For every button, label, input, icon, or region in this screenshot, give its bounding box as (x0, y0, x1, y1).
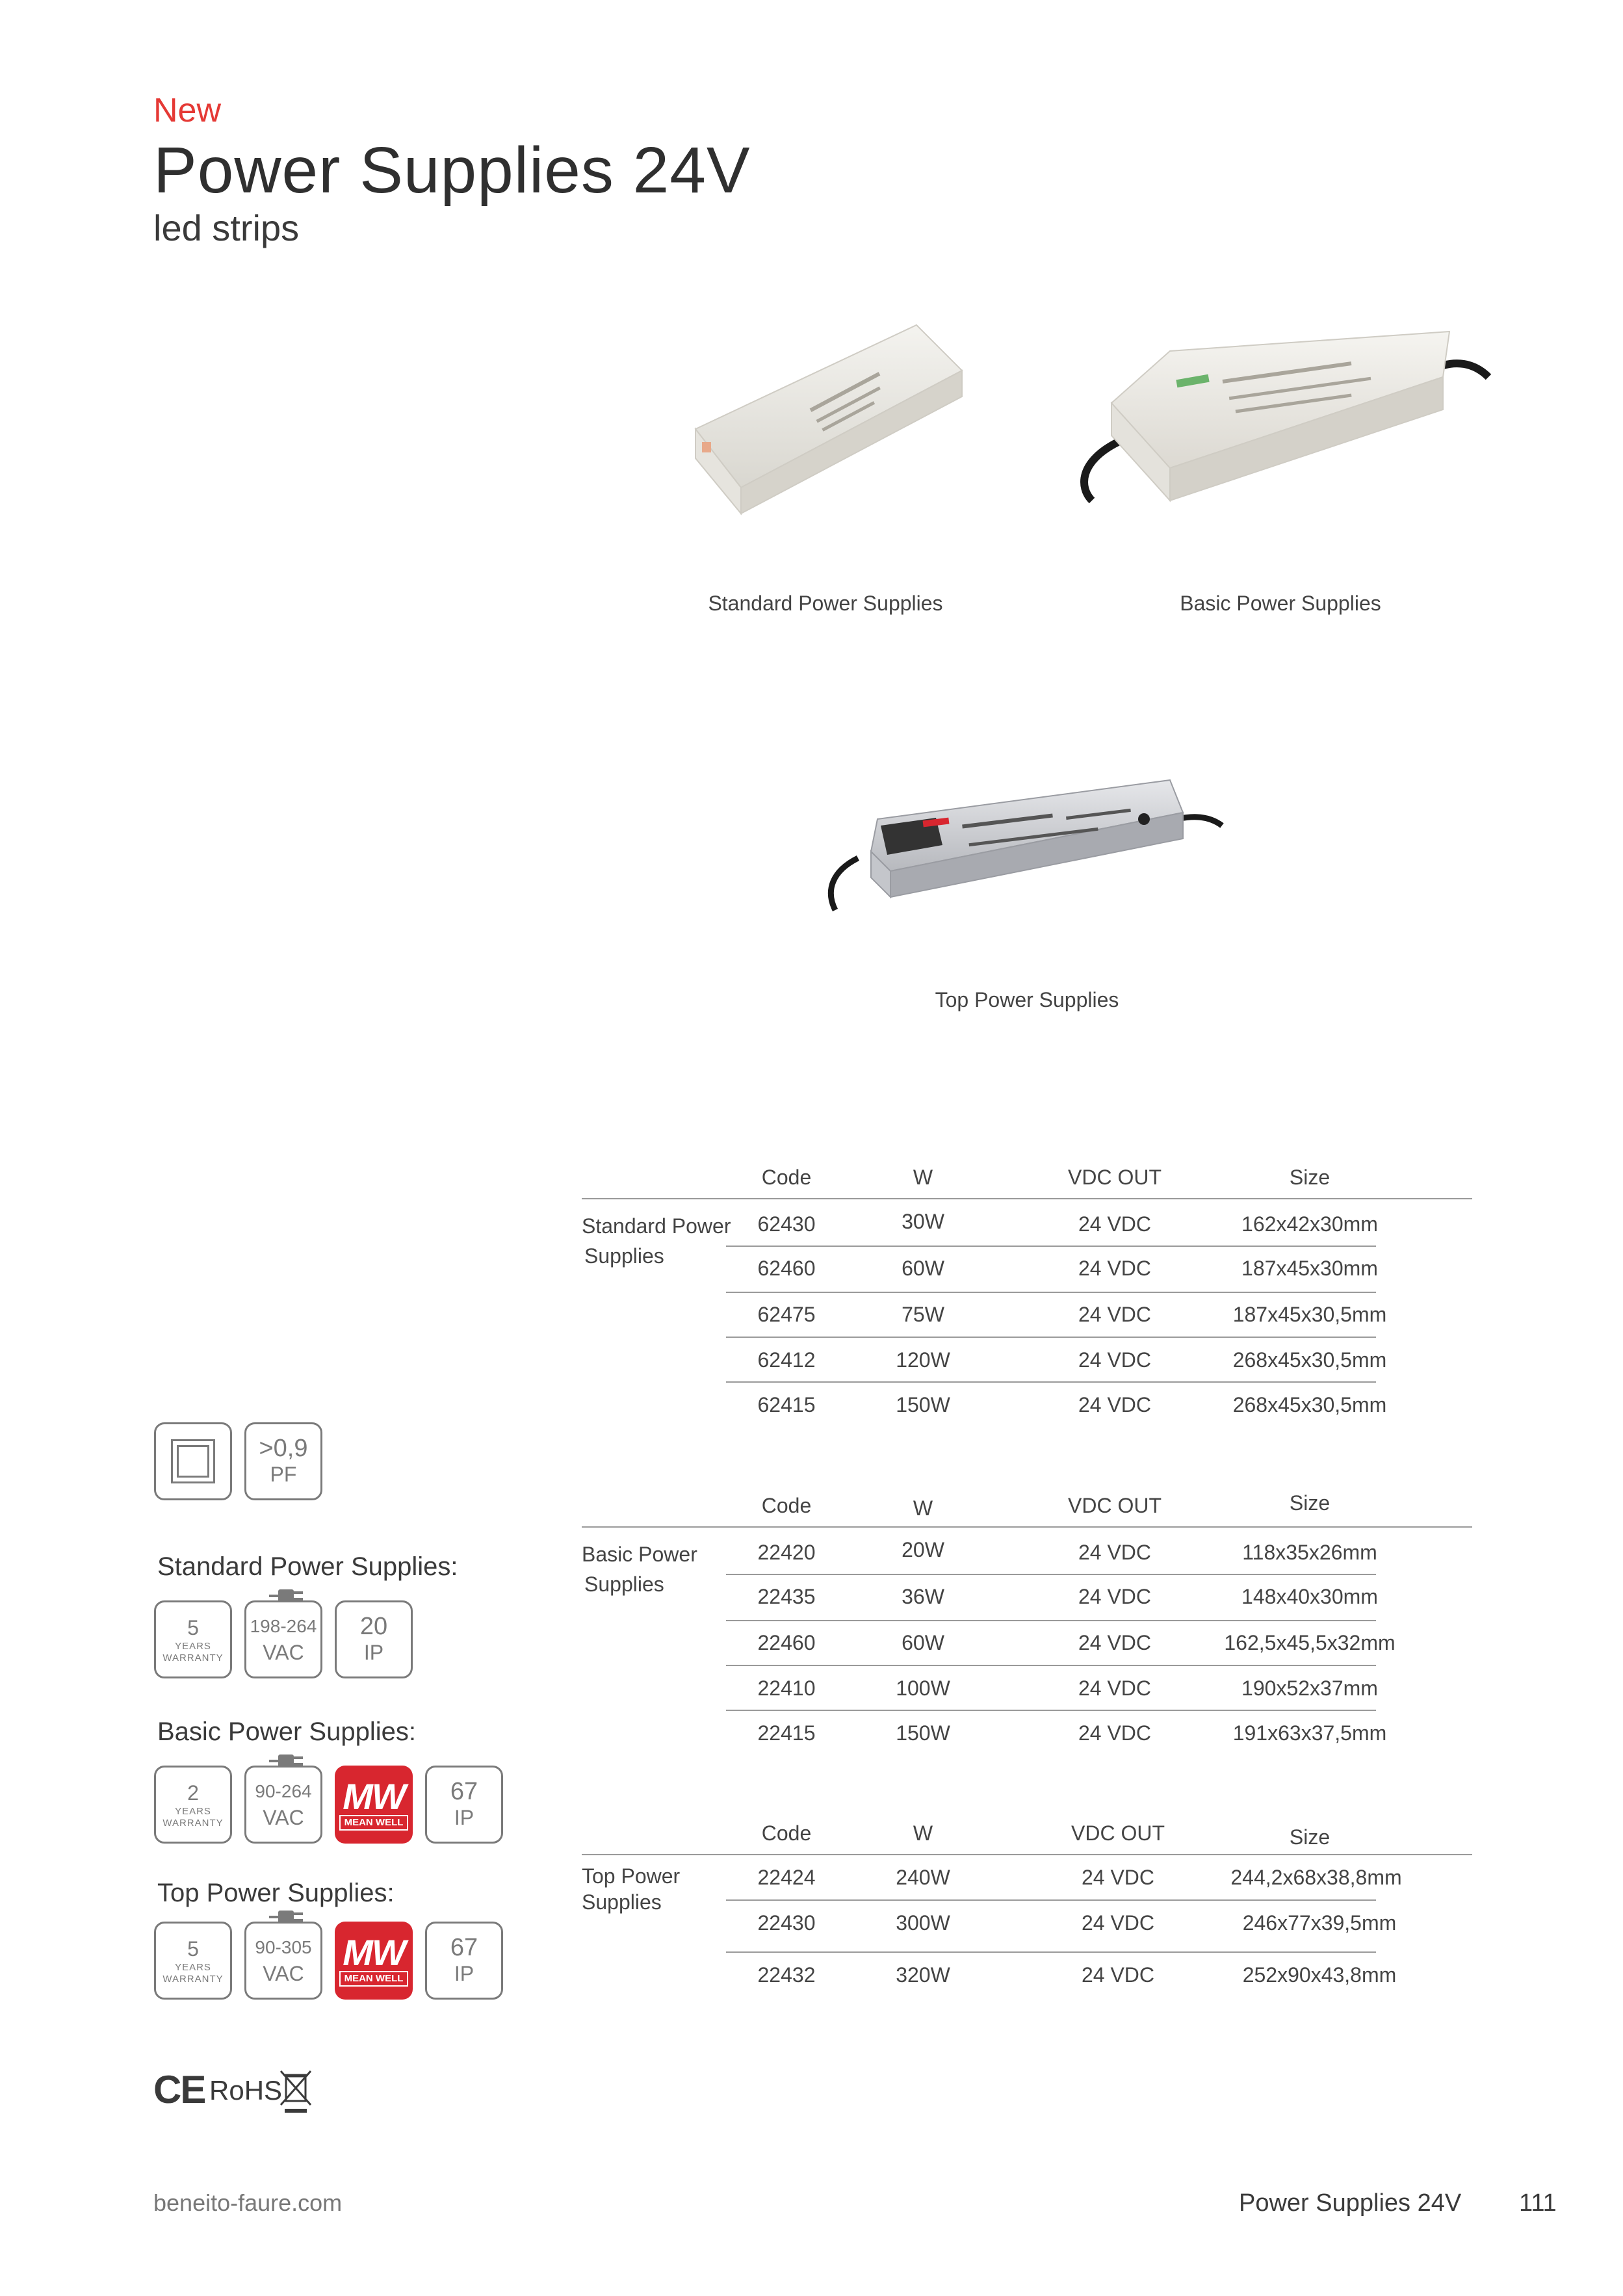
group-label: Standard Power Supplies (582, 1214, 731, 1268)
cell-vdc: 24 VDC (1078, 1541, 1152, 1564)
cell-w: 20W (902, 1538, 944, 1561)
cell-code: 62460 (757, 1257, 816, 1280)
ce-mark: CE (153, 2068, 205, 2111)
footer-section-title: Power Supplies 24V (1239, 2189, 1462, 2217)
rohs-mark: RoHS (209, 2075, 283, 2106)
table-header (582, 1821, 1472, 1858)
cell-size: 187x45x30mm (1241, 1257, 1378, 1280)
table-header (582, 1491, 1472, 1530)
group-label: Basic Power Supplies (582, 1543, 697, 1596)
cell-code: 62475 (757, 1303, 816, 1326)
cell-vdc: 24 VDC (1078, 1631, 1152, 1654)
row-divider (726, 1337, 1376, 1338)
ip-rating-badge: 67 IP (425, 1766, 503, 1844)
cell-w: 300W (896, 1911, 950, 1935)
standard-power-supply-image (676, 312, 975, 546)
cell-code: 22432 (757, 1963, 816, 1987)
row-divider (726, 1951, 1376, 1953)
cell-vdc: 24 VDC (1078, 1585, 1152, 1608)
page-subtitle: led strips (153, 207, 300, 248)
top-power-supplies-caption: Top Power Supplies (935, 988, 1119, 1011)
cell-vdc: 24 VDC (1078, 1676, 1152, 1700)
cell-size: 252x90x43,8mm (1242, 1963, 1397, 1987)
header-vdc-out: VDC OUT (1068, 1166, 1162, 1189)
cell-size: 190x52x37mm (1241, 1676, 1378, 1700)
cell-w: 60W (902, 1631, 944, 1654)
cell-code: 62430 (757, 1212, 816, 1236)
cell-size: 162,5x45,5x32mm (1224, 1631, 1396, 1654)
basic-power-supply-image (1066, 306, 1495, 553)
cell-size: 244,2x68x38,8mm (1230, 1866, 1402, 1889)
row-divider (726, 1620, 1376, 1621)
cell-size: 268x45x30,5mm (1232, 1348, 1387, 1372)
cell-vdc: 24 VDC (1078, 1212, 1152, 1236)
cell-size: 191x63x37,5mm (1232, 1721, 1387, 1745)
vac-badge: 198-264 VAC (244, 1600, 322, 1678)
cell-vdc: 24 VDC (1081, 1866, 1155, 1889)
page-number: 111 (1519, 2189, 1557, 2217)
row-divider (726, 1710, 1376, 1711)
standard-power-supplies-caption: Standard Power Supplies (708, 592, 943, 615)
ip-rating-badge: 67 IP (425, 1922, 503, 2000)
row-divider (726, 1381, 1376, 1383)
ip-rating-badge: 20 IP (335, 1600, 413, 1678)
cell-code: 22435 (757, 1585, 816, 1608)
cell-w: 240W (896, 1866, 950, 1889)
basic-power-supplies-table (582, 1491, 1472, 1767)
header-w: W (913, 1821, 933, 1845)
top-section-label: Top Power Supplies: (157, 1879, 395, 1907)
basic-section-label: Basic Power Supplies: (157, 1717, 416, 1746)
cell-code: 62415 (757, 1393, 816, 1416)
row-divider (726, 1665, 1376, 1666)
crossed-bin-icon (278, 2067, 313, 2114)
cell-vdc: 24 VDC (1078, 1303, 1152, 1326)
cell-w: 30W (902, 1210, 944, 1233)
power-factor-badge: >0,9 PF (244, 1422, 322, 1500)
cell-vdc: 24 VDC (1078, 1257, 1152, 1280)
cell-size: 118x35x26mm (1242, 1541, 1377, 1564)
top-power-supplies-table (582, 1821, 1472, 2016)
cell-w: 150W (896, 1721, 950, 1745)
warranty-badge: 2 YEARS WARRANTY (154, 1766, 232, 1844)
warranty-badge: 5 YEARS WARRANTY (154, 1922, 232, 2000)
cell-w: 75W (902, 1303, 944, 1326)
cell-w: 36W (902, 1585, 944, 1608)
table-header (582, 1166, 1472, 1202)
footer-website: beneito-faure.com (153, 2189, 343, 2216)
cell-w: 320W (896, 1963, 950, 1987)
header-code: Code (761, 1821, 812, 1845)
cell-vdc: 24 VDC (1078, 1721, 1152, 1745)
header-w: W (913, 1496, 933, 1520)
cell-vdc: 24 VDC (1081, 1963, 1155, 1987)
cell-code: 22424 (757, 1866, 816, 1889)
warranty-badge: 5 YEARS WARRANTY (154, 1600, 232, 1678)
cell-w: 100W (896, 1676, 950, 1700)
cell-code: 22410 (757, 1676, 816, 1700)
mean-well-logo: MW MEAN WELL (335, 1922, 413, 2000)
class-ii-double-square-icon (154, 1422, 232, 1500)
cell-code: 22415 (757, 1721, 816, 1745)
row-divider (726, 1574, 1376, 1575)
cell-code: 22420 (757, 1541, 816, 1564)
mean-well-logo: MW MEAN WELL (335, 1766, 413, 1844)
cell-w: 120W (896, 1348, 950, 1372)
top-power-supply-image (819, 722, 1235, 969)
row-divider (726, 1899, 1376, 1901)
cell-code: 22430 (757, 1911, 816, 1935)
header-code: Code (761, 1494, 812, 1517)
basic-power-supplies-caption: Basic Power Supplies (1180, 592, 1381, 615)
page-title: Power Supplies 24V (153, 134, 751, 207)
cell-code: 22460 (757, 1631, 816, 1654)
table-divider (582, 1526, 1472, 1528)
standard-power-supplies-table (582, 1166, 1472, 1439)
cell-size: 148x40x30mm (1241, 1585, 1378, 1608)
cell-vdc: 24 VDC (1078, 1393, 1152, 1416)
row-divider (726, 1246, 1376, 1247)
header-vdc-out: VDC OUT (1068, 1494, 1162, 1517)
cell-code: 62412 (757, 1348, 816, 1372)
cell-w: 150W (896, 1393, 950, 1416)
header-w: W (913, 1166, 933, 1189)
vac-badge: 90-305 VAC (244, 1922, 322, 2000)
new-tag: New (153, 92, 222, 129)
group-label: Top Power Supplies (582, 1864, 681, 1914)
standard-section-label: Standard Power Supplies: (157, 1552, 458, 1581)
cell-vdc: 24 VDC (1081, 1911, 1155, 1935)
cell-size: 162x42x30mm (1241, 1212, 1378, 1236)
table-divider (582, 1198, 1472, 1199)
header-size: Size (1289, 1491, 1331, 1515)
cell-size: 268x45x30,5mm (1232, 1393, 1387, 1416)
header-size: Size (1289, 1825, 1331, 1849)
vac-badge: 90-264 VAC (244, 1766, 322, 1844)
cell-size: 187x45x30,5mm (1232, 1303, 1387, 1326)
header-size: Size (1289, 1166, 1331, 1189)
cell-vdc: 24 VDC (1078, 1348, 1152, 1372)
row-divider (726, 1292, 1376, 1293)
header-vdc-out: VDC OUT (1071, 1821, 1165, 1845)
table-divider (582, 1854, 1472, 1855)
header-code: Code (761, 1166, 812, 1189)
cell-size: 246x77x39,5mm (1242, 1911, 1397, 1935)
cell-w: 60W (902, 1257, 944, 1280)
